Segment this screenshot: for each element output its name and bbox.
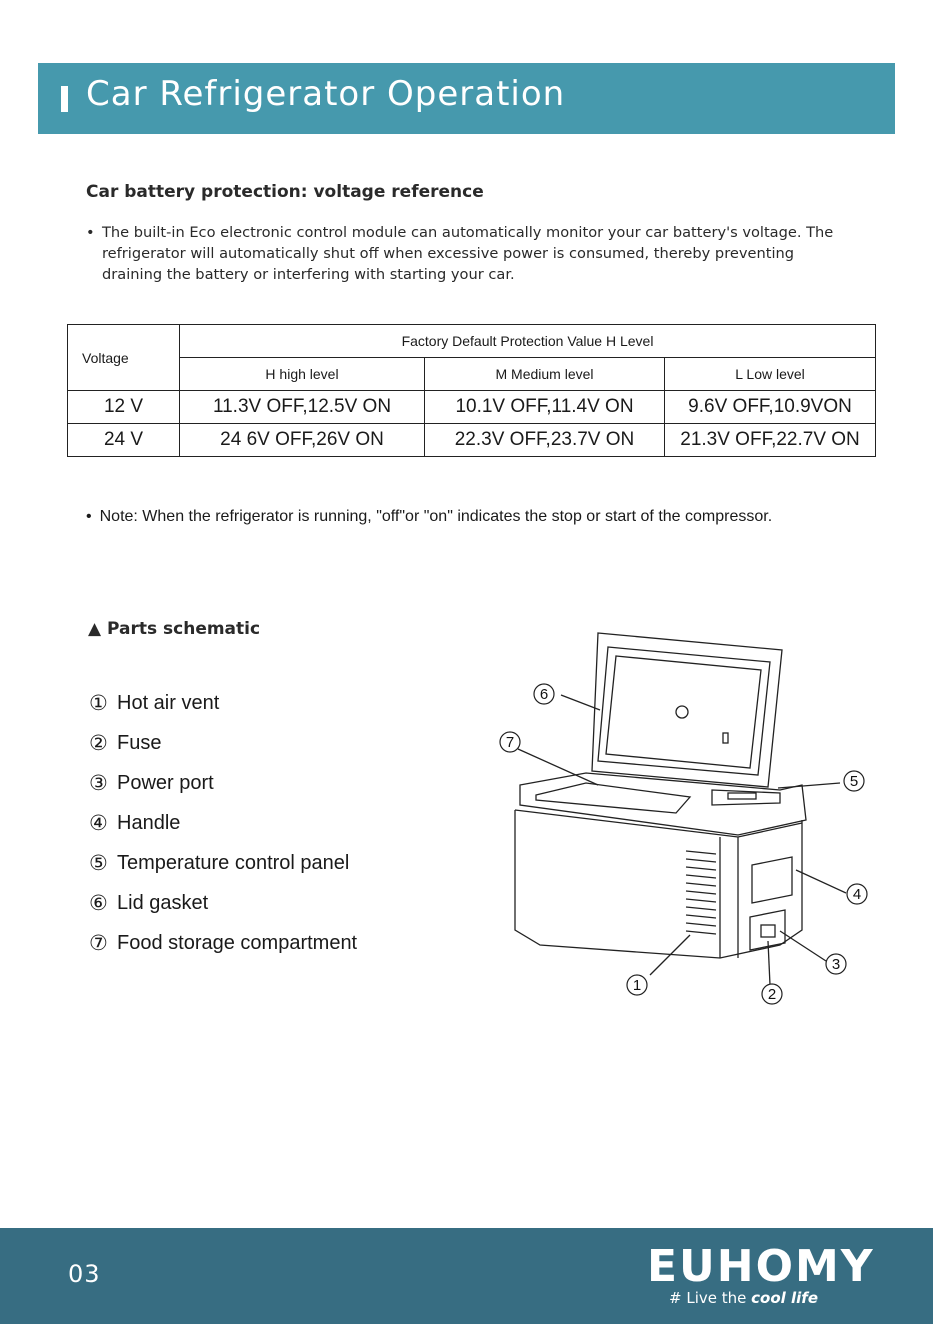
table-cell: 24 6V OFF,26V ON — [180, 424, 425, 457]
note-text: Note: When the refrigerator is running, "off"or "on" indicates the stop or start of the compressor. — [99, 508, 773, 525]
voltage-protection-table — [67, 324, 876, 457]
voltage-header: Voltage — [68, 325, 180, 391]
part-number: ② — [89, 731, 108, 755]
part-number: ④ — [89, 811, 108, 835]
list-item — [89, 883, 357, 923]
list-item — [89, 923, 357, 963]
part-number: ⑦ — [89, 931, 108, 955]
bullet: • — [86, 224, 95, 241]
parts-heading: ▲ Parts schematic — [88, 619, 261, 639]
svg-text:EUHOMY: EUHOMY — [647, 1241, 875, 1288]
fridge-parts-diagram — [480, 625, 880, 1010]
part-label: Handle — [117, 811, 181, 834]
compressor-note — [86, 508, 772, 526]
table-cell: 10.1V OFF,11.4V ON — [425, 391, 665, 424]
list-item — [89, 723, 357, 763]
battery-intro — [86, 222, 846, 285]
battery-section-heading: Car battery protection: voltage reference — [86, 182, 484, 202]
callout-6-label: 6 — [539, 686, 549, 703]
part-label: Fuse — [117, 731, 162, 754]
part-label: Food storage compartment — [117, 931, 358, 954]
page-title: Car Refrigerator Operation — [86, 74, 566, 114]
callout-7-label: 7 — [505, 734, 515, 751]
tagline-emphasis: cool life — [751, 1289, 818, 1307]
part-label: Hot air vent — [117, 691, 220, 714]
table-row — [68, 424, 876, 457]
part-number: ⑥ — [89, 891, 108, 915]
row-voltage: 12 V — [68, 391, 180, 424]
list-item — [89, 803, 357, 843]
part-number: ⑤ — [89, 851, 108, 875]
tagline-prefix: # Live the — [669, 1289, 747, 1307]
header-accent-mark — [61, 86, 68, 112]
row-voltage: 24 V — [68, 424, 180, 457]
list-item — [89, 763, 357, 803]
euhomy-logo — [647, 1240, 875, 1288]
column-header-medium: M Medium level — [425, 358, 665, 391]
bullet: • — [86, 508, 92, 525]
table-cell: 9.6V OFF,10.9VON — [665, 391, 876, 424]
parts-list — [89, 683, 357, 963]
table-cell: 21.3V OFF,22.7V ON — [665, 424, 876, 457]
part-label: Temperature control panel — [117, 851, 350, 874]
part-number: ③ — [89, 771, 108, 795]
callout-2-label: 2 — [767, 986, 777, 1003]
list-item — [89, 683, 357, 723]
callout-1-label: 1 — [632, 977, 642, 994]
table-row — [68, 391, 876, 424]
column-header-low: L Low level — [665, 358, 876, 391]
table-cell: 22.3V OFF,23.7V ON — [425, 424, 665, 457]
callout-3-label: 3 — [831, 956, 841, 973]
part-number: ① — [89, 691, 108, 715]
brand-tagline — [669, 1289, 818, 1307]
list-item — [89, 843, 357, 883]
part-label: Lid gasket — [117, 891, 209, 914]
part-label: Power port — [117, 771, 214, 794]
callout-4-label: 4 — [852, 886, 862, 903]
callout-5-label: 5 — [849, 773, 859, 790]
table-cell: 11.3V OFF,12.5V ON — [180, 391, 425, 424]
group-header: Factory Default Protection Value H Level — [180, 325, 876, 358]
page-number: 03 — [68, 1260, 101, 1288]
battery-intro-text: The built-in Eco electronic control module can automatically monitor your car battery's voltage. The refrigerator will automatically shut off when excessive power is consumed, thereby preventing draining the battery or interfering with starting your car. — [102, 224, 834, 283]
column-header-high: H high level — [180, 358, 425, 391]
